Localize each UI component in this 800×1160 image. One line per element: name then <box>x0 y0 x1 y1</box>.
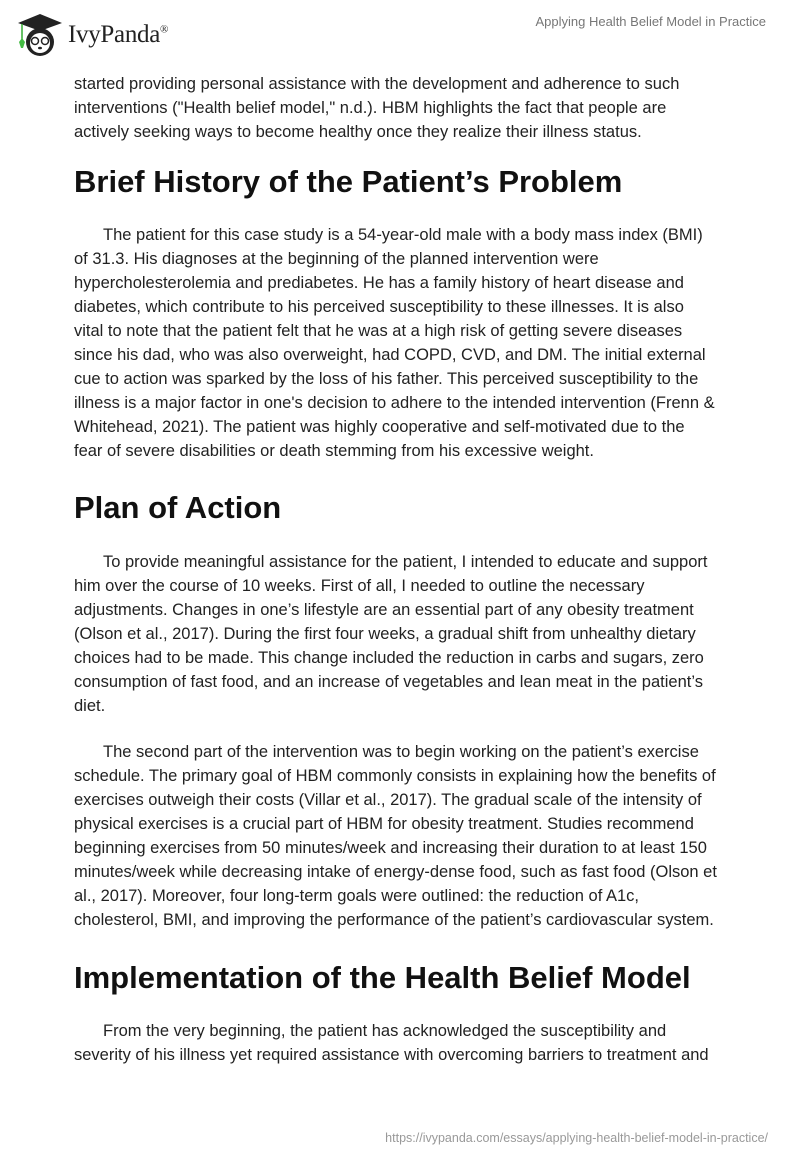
document-title: Applying Health Belief Model in Practice <box>535 14 766 29</box>
paragraph-line: cue to action was sparked by the loss of his father. This perceived susceptibility to the <box>74 370 699 388</box>
paragraph-line: illness is a major factor in one's decision to adhere to the intended intervention (Frenn & <box>74 394 715 412</box>
paragraph-line: of 31.3. His diagnoses at the beginning of the planned intervention were <box>74 250 599 268</box>
panda-graduate-icon <box>18 12 62 58</box>
paragraph-line: severity of his illness yet required assistance with overcoming barriers to treatment and <box>74 1046 709 1064</box>
paragraph-line: interventions ("Health belief model," n.d.). HBM highlights the fact that people are <box>74 99 667 117</box>
paragraph-line: actively seeking ways to become healthy once they realize their illness status. <box>74 123 642 141</box>
paragraph-line: physical exercises is a crucial part of HBM for obesity treatment. Studies recommend <box>74 815 694 833</box>
paragraph-line: From the very beginning, the patient has acknowledged the susceptibility and <box>103 1022 667 1040</box>
paragraph-brief-history <box>74 223 774 463</box>
paragraph-line: diabetes, which contribute to his perceived susceptibility to these illnesses. It is also <box>74 298 684 316</box>
paragraph-implementation <box>74 1019 774 1067</box>
paragraph-line: cholesterol, BMI, and improving the performance of the patient’s cardiovascular system. <box>74 911 714 929</box>
paragraph-line: schedule. The primary goal of HBM commonly consists in explaining how the benefits of <box>74 767 716 785</box>
heading-implementation: Implementation of the Health Belief Model <box>74 960 691 995</box>
paragraph-line: The second part of the intervention was to begin working on the patient’s exercise <box>103 743 699 761</box>
paragraph-line: started providing personal assistance with the development and adherence to such <box>74 75 680 93</box>
paragraph-plan-2 <box>74 740 774 932</box>
paragraph-line: Whitehead, 2021). The patient was highly cooperative and self-motivated due to the <box>74 418 685 436</box>
paragraph-line: adjustments. Changes in one’s lifestyle are an essential part of any obesity treatment <box>74 601 694 619</box>
paragraph-plan-1 <box>74 550 774 718</box>
paragraph-line: diet. <box>74 697 106 715</box>
heading-brief-history: Brief History of the Patient’s Problem <box>74 164 623 199</box>
ivypanda-logo[interactable] <box>18 12 168 58</box>
paragraph-line: exercises outweigh their costs (Villar et al., 2017). The gradual scale of the intensity of <box>74 791 702 809</box>
paragraph-line: him over the course of 10 weeks. First of all, I needed to outline the necessary <box>74 577 645 595</box>
heading-plan-of-action: Plan of Action <box>74 490 282 525</box>
paragraph-line: The patient for this case study is a 54-year-old male with a body mass index (BMI) <box>103 226 703 244</box>
paragraph-line: hypercholesterolemia and prediabetes. He has a family history of heart disease and <box>74 274 684 292</box>
paragraph-line: since his dad, who was also overweight, had COPD, CVD, and DM. The initial external <box>74 346 706 364</box>
logo-text: IvyPanda® <box>68 21 169 48</box>
paragraph-line: al., 2017). Moreover, four long-term goals were outlined: the reduction of A1c, <box>74 887 639 905</box>
paragraph-line: To provide meaningful assistance for the patient, I intended to educate and support <box>103 553 708 571</box>
paragraph-line: vital to note that the patient felt that he was at a high risk of getting severe diseases <box>74 322 683 340</box>
paragraph-line: consumption of fast food, and an increase of vegetables and lean meat in the patient’s <box>74 673 703 691</box>
paragraph-intro-continued <box>74 72 774 144</box>
paragraph-line: (Olson et al., 2017). During the first four weeks, a gradual shift from unhealthy dietary <box>74 625 696 643</box>
paragraph-line: fear of severe disabilities or death stemming from his excessive weight. <box>74 442 594 460</box>
source-url[interactable]: https://ivypanda.com/essays/applying-health-belief-model-in-practice/ <box>385 1131 768 1145</box>
paragraph-line: minutes/week while decreasing intake of energy-dense food, such as fast food (Olson et <box>74 863 717 881</box>
paragraph-line: beginning exercises from 50 minutes/week and increasing their duration to at least 150 <box>74 839 707 857</box>
paragraph-line: choices had to be made. This change included the reduction in carbs and sugars, zero <box>74 649 704 667</box>
